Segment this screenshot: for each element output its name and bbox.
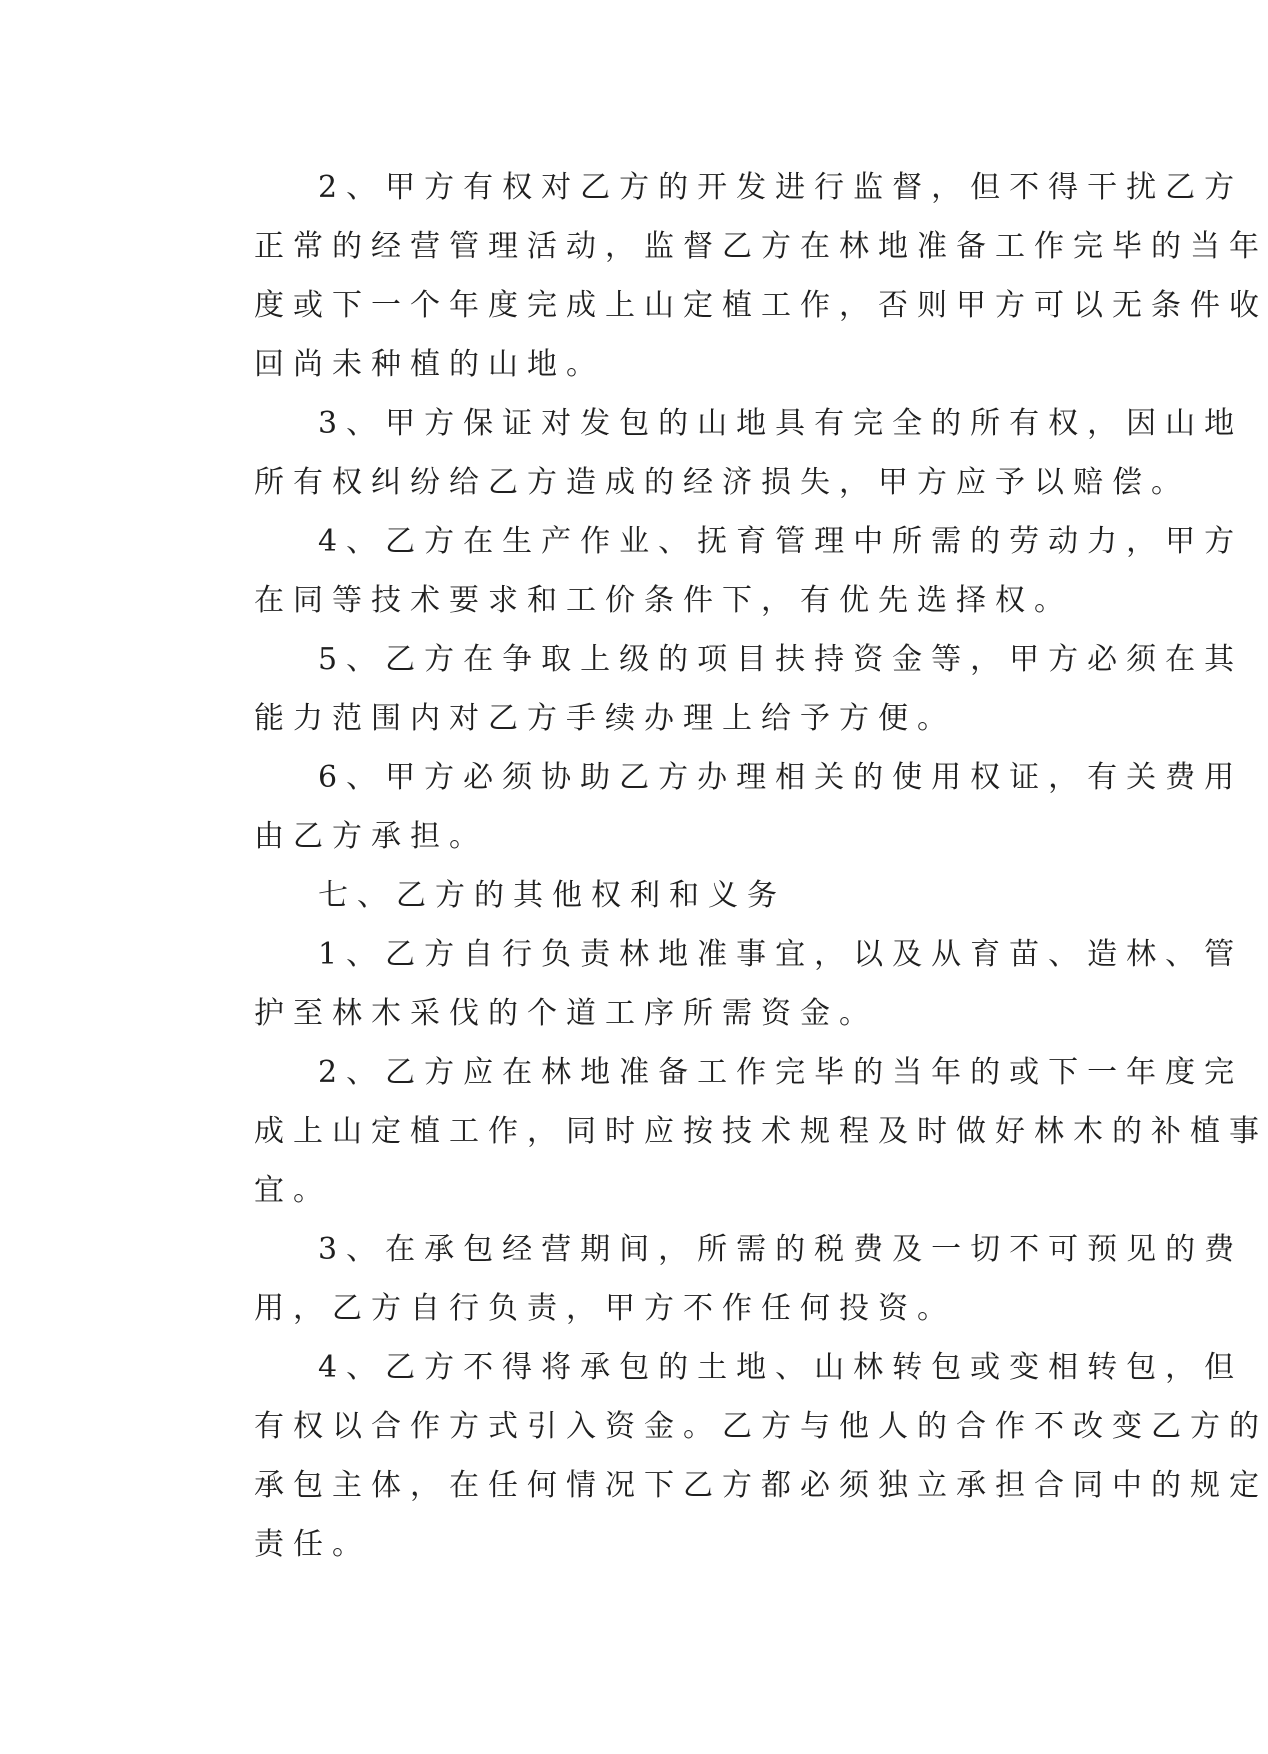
text-line: 承包主体，在任何情况下乙方都必须独立承担合同中的规定 xyxy=(254,1468,1268,1503)
paragraph-item-3-taxes xyxy=(190,1220,1244,1338)
text-line: 有权以合作方式引入资金。乙方与他人的合作不改变乙方的 xyxy=(254,1409,1268,1444)
text-line: 2、乙方应在林地准备工作完毕的当年的或下一年度完 xyxy=(318,1055,1244,1090)
paragraph-item-4-labor xyxy=(190,512,1244,630)
text-line: 宜。 xyxy=(254,1173,332,1208)
text-line: 3、甲方保证对发包的山地具有完全的所有权，因山地 xyxy=(318,406,1244,441)
paragraph-item-3-ownership xyxy=(190,394,1244,512)
text-line: 4、乙方在生产作业、抚育管理中所需的劳动力，甲方 xyxy=(318,524,1244,559)
paragraph-item-6-certificates xyxy=(190,748,1244,866)
text-line: 6、甲方必须协助乙方办理相关的使用权证，有关费用 xyxy=(318,760,1244,795)
paragraph-item-5-funding xyxy=(190,630,1244,748)
text-line: 正常的经营管理活动，监督乙方在林地准备工作完毕的当年 xyxy=(254,229,1268,264)
paragraph-item-1-responsibility xyxy=(190,925,1244,1043)
text-line: 能力范围内对乙方手续办理上给予方便。 xyxy=(254,701,956,736)
section-heading-text: 七、乙方的其他权利和义务 xyxy=(318,878,786,913)
paragraph-item-2-planting xyxy=(190,1043,1268,1220)
text-line: 4、乙方不得将承包的土地、山林转包或变相转包，但 xyxy=(318,1350,1244,1385)
text-line: 由乙方承担。 xyxy=(254,819,488,854)
text-line: 成上山定植工作，同时应按技术规程及时做好林木的补植事 xyxy=(254,1114,1268,1149)
text-line: 回尚未种植的山地。 xyxy=(254,347,605,382)
section-heading xyxy=(190,866,1051,925)
text-line: 用，乙方自行负责，甲方不作任何投资。 xyxy=(254,1291,956,1326)
paragraph-item-2-supervision xyxy=(190,158,1268,394)
text-line: 在同等技术要求和工价条件下，有优先选择权。 xyxy=(254,583,1073,618)
text-line: 度或下一个年度完成上山定植工作，否则甲方可以无条件收 xyxy=(254,288,1268,323)
text-line: 2、甲方有权对乙方的开发进行监督，但不得干扰乙方 xyxy=(318,170,1244,205)
document-body xyxy=(190,158,1268,1574)
text-line: 3、在承包经营期间，所需的税费及一切不可预见的费 xyxy=(318,1232,1244,1267)
text-line: 责任。 xyxy=(254,1527,371,1562)
paragraph-item-4-subcontract xyxy=(190,1338,1268,1574)
text-line: 护至林木采伐的个道工序所需资金。 xyxy=(254,996,878,1031)
text-line: 5、乙方在争取上级的项目扶持资金等，甲方必须在其 xyxy=(318,642,1244,677)
text-line: 1、乙方自行负责林地准事宜，以及从育苗、造林、管 xyxy=(318,937,1244,972)
text-line: 所有权纠纷给乙方造成的经济损失，甲方应予以赔偿。 xyxy=(254,465,1190,500)
